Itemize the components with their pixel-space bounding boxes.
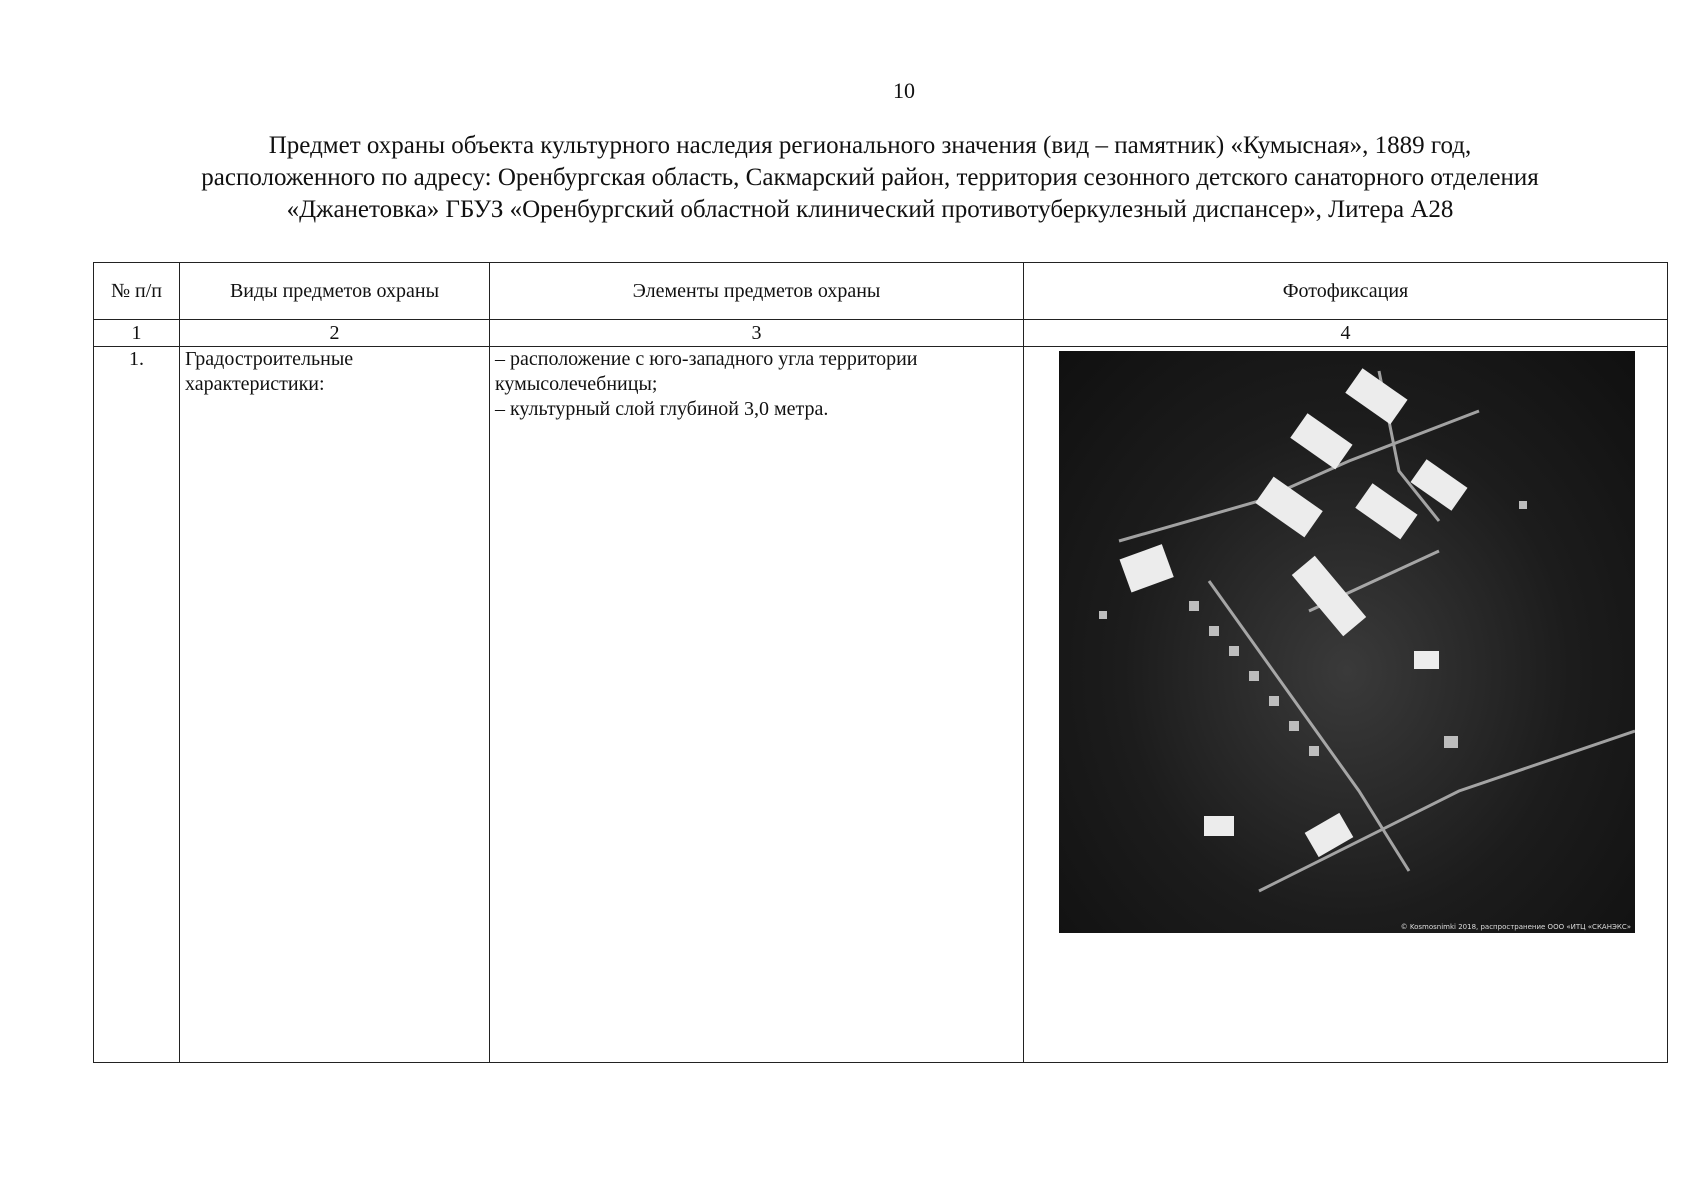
- column-number: 3: [490, 320, 1024, 347]
- title-line: «Джанетовка» ГБУЗ «Оренбургский областной клинический противотуберкулезный диспансер», Литера А28: [286, 196, 1454, 223]
- column-number: 2: [180, 320, 490, 347]
- element-item: кумысолечебницы;: [495, 373, 658, 395]
- header-number: № п/п: [94, 263, 180, 320]
- element-item: – культурный слой глубиной 3,0 метра.: [495, 398, 829, 420]
- row-elements: [490, 347, 1024, 1063]
- satellite-photo: [1059, 351, 1635, 933]
- header-elements: Элементы предметов охраны: [490, 263, 1024, 320]
- title-line: расположенного по адресу: Оренбургская область, Сакмарский район, территория сезонного детского санаторного отделения: [201, 164, 1539, 191]
- column-number: 4: [1024, 320, 1668, 347]
- title-line: Предмет охраны объекта культурного наследия регионального значения (вид – памятник) «Кумысная», 1889 год,: [268, 132, 1472, 159]
- table-row: [94, 347, 1668, 1063]
- page-number: 10: [893, 78, 915, 103]
- document-title: [90, 130, 1650, 226]
- element-item: – расположение с юго-западного угла территории: [495, 348, 918, 370]
- column-number-row: [94, 320, 1668, 347]
- row-photo-cell: [1024, 347, 1668, 1063]
- protection-table: [93, 262, 1668, 1063]
- row-kind: Градостроительные характеристики:: [180, 347, 490, 1063]
- photo-caption: © Kosmosnimki 2018, распространение ООО «ИТЦ «СКАНЭКС»: [1400, 923, 1631, 931]
- column-number: 1: [94, 320, 180, 347]
- satellite-image: [1059, 351, 1635, 933]
- table-header-row: [94, 263, 1668, 320]
- header-kinds: Виды предметов охраны: [180, 263, 490, 320]
- row-number: 1.: [94, 347, 180, 1063]
- header-photo: Фотофиксация: [1024, 263, 1668, 320]
